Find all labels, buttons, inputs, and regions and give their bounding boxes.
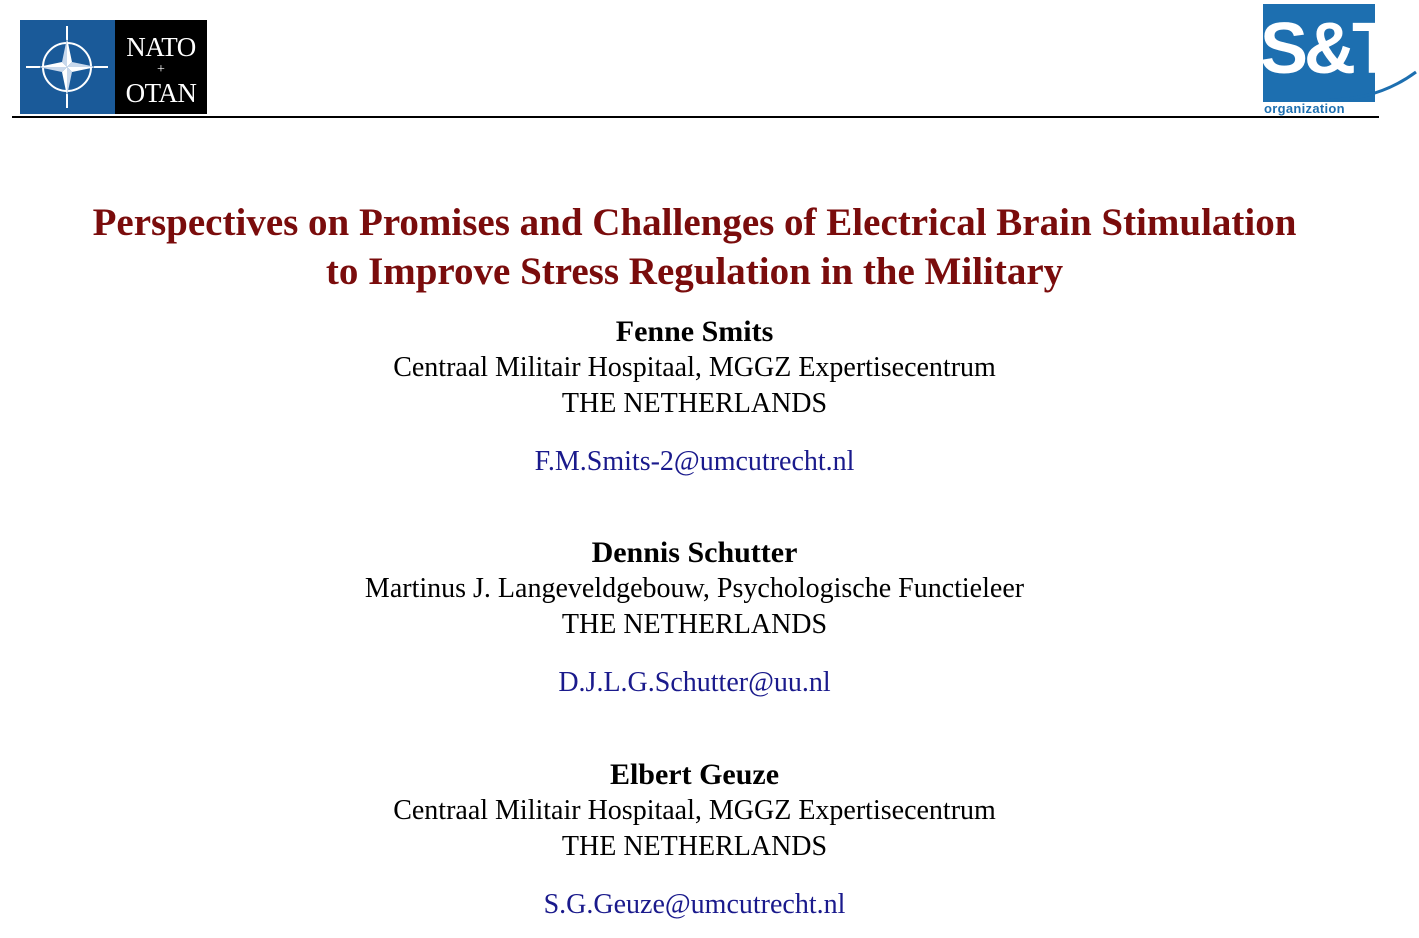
author-affiliation: Martinus J. Langeveldgebouw, Psychologische Functieleer <box>364 573 1025 604</box>
author-country: THE NETHERLANDS <box>561 609 828 640</box>
nato-word: NATO <box>126 32 196 62</box>
page-header <box>0 0 1419 122</box>
otan-word: OTAN <box>125 78 197 108</box>
st-logo-mark: S&T <box>1260 9 1392 89</box>
author-email[interactable]: S.G.Geuze@umcutrecht.nl <box>543 889 846 920</box>
author-affiliation: Centraal Militair Hospitaal, MGGZ Expertisecentrum <box>393 795 996 826</box>
nato-otan-logo <box>20 20 207 114</box>
author-affiliation: Centraal Militair Hospitaal, MGGZ Expertisecentrum <box>393 352 996 383</box>
author-country: THE NETHERLANDS <box>561 388 828 419</box>
author-name: Elbert Geuze <box>609 758 780 791</box>
nato-compass-star-icon <box>20 20 115 114</box>
author-block <box>0 314 1389 480</box>
author-country: THE NETHERLANDS <box>561 831 828 862</box>
author-email[interactable]: F.M.Smits-2@umcutrecht.nl <box>534 446 855 477</box>
paper-title-line-2: to Improve Stress Regulation in the Military <box>325 250 1064 293</box>
st-organization-logo <box>1258 4 1418 118</box>
nato-separator: + <box>157 62 165 77</box>
author-name: Dennis Schutter <box>591 536 798 569</box>
header-divider <box>12 116 1379 118</box>
nato-otan-wordmark <box>115 20 207 114</box>
st-logo-subtitle: organization <box>1264 101 1345 116</box>
author-block <box>0 535 1389 701</box>
author-block <box>0 757 1389 923</box>
paper-title-line-1: Perspectives on Promises and Challenges of Electrical Brain Stimulation <box>92 201 1297 244</box>
author-name: Fenne Smits <box>615 315 774 348</box>
paper-title <box>0 198 1389 296</box>
author-email[interactable]: D.J.L.G.Schutter@uu.nl <box>558 667 831 698</box>
